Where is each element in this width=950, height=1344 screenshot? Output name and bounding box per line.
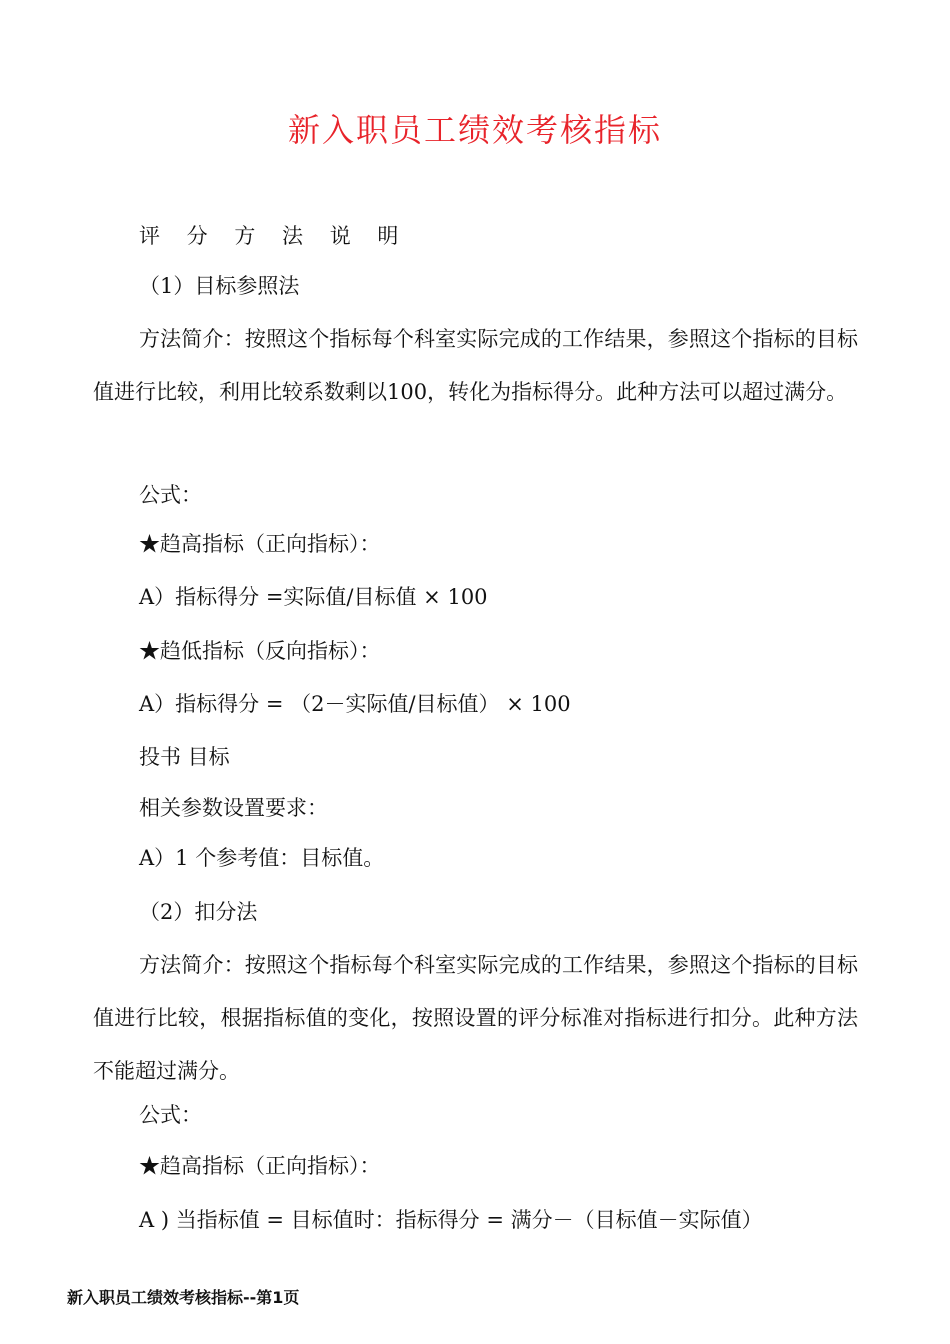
section1-formula-label: 公式：: [139, 483, 202, 507]
section1-params-label: 相关参数设置要求：: [139, 796, 328, 820]
scoring-heading: 评 分 方 法 说 明: [139, 224, 409, 248]
page-footer: 新入职员工绩效考核指标--第1页: [67, 1288, 300, 1307]
section1-high-label: ★趋高指标（正向指标）：: [139, 532, 381, 556]
section2-intro: 方法简介：按照这个指标每个科室实际完成的工作结果，参照这个指标的目标值进行比较，根据指标值的变化，按照设置的评分标准对指标进行扣分。此种方法不能超过满分。: [93, 953, 858, 1083]
section2-formula-label: 公式：: [139, 1103, 202, 1127]
section1-heading: （1）目标参照法: [139, 274, 300, 298]
section1-low-label: ★趋低指标（反向指标）：: [139, 639, 381, 663]
section2-high-label: ★趋高指标（正向指标）：: [139, 1154, 381, 1178]
section1-params-value: A）1 个参考值：目标值。: [139, 846, 385, 870]
section1-low-formula: A）指标得分 = （2－实际值/目标值） × 100: [139, 692, 571, 716]
section1-intro: 方法简介：按照这个指标每个科室实际完成的工作结果，参照这个指标的目标值进行比较，利用比较系数剩以100，转化为指标得分。此种方法可以超过满分。: [93, 327, 858, 404]
section2-high-formula: A ) 当指标值 = 目标值时：指标得分 = 满分－（目标值－实际值）: [139, 1208, 763, 1232]
section1-high-formula: A）指标得分 =实际值/目标值 × 100: [139, 585, 488, 609]
section1-note: 投书 目标: [139, 745, 230, 769]
page-title: 新入职员工绩效考核指标: [287, 111, 662, 149]
section2-heading: （2）扣分法: [139, 900, 258, 924]
